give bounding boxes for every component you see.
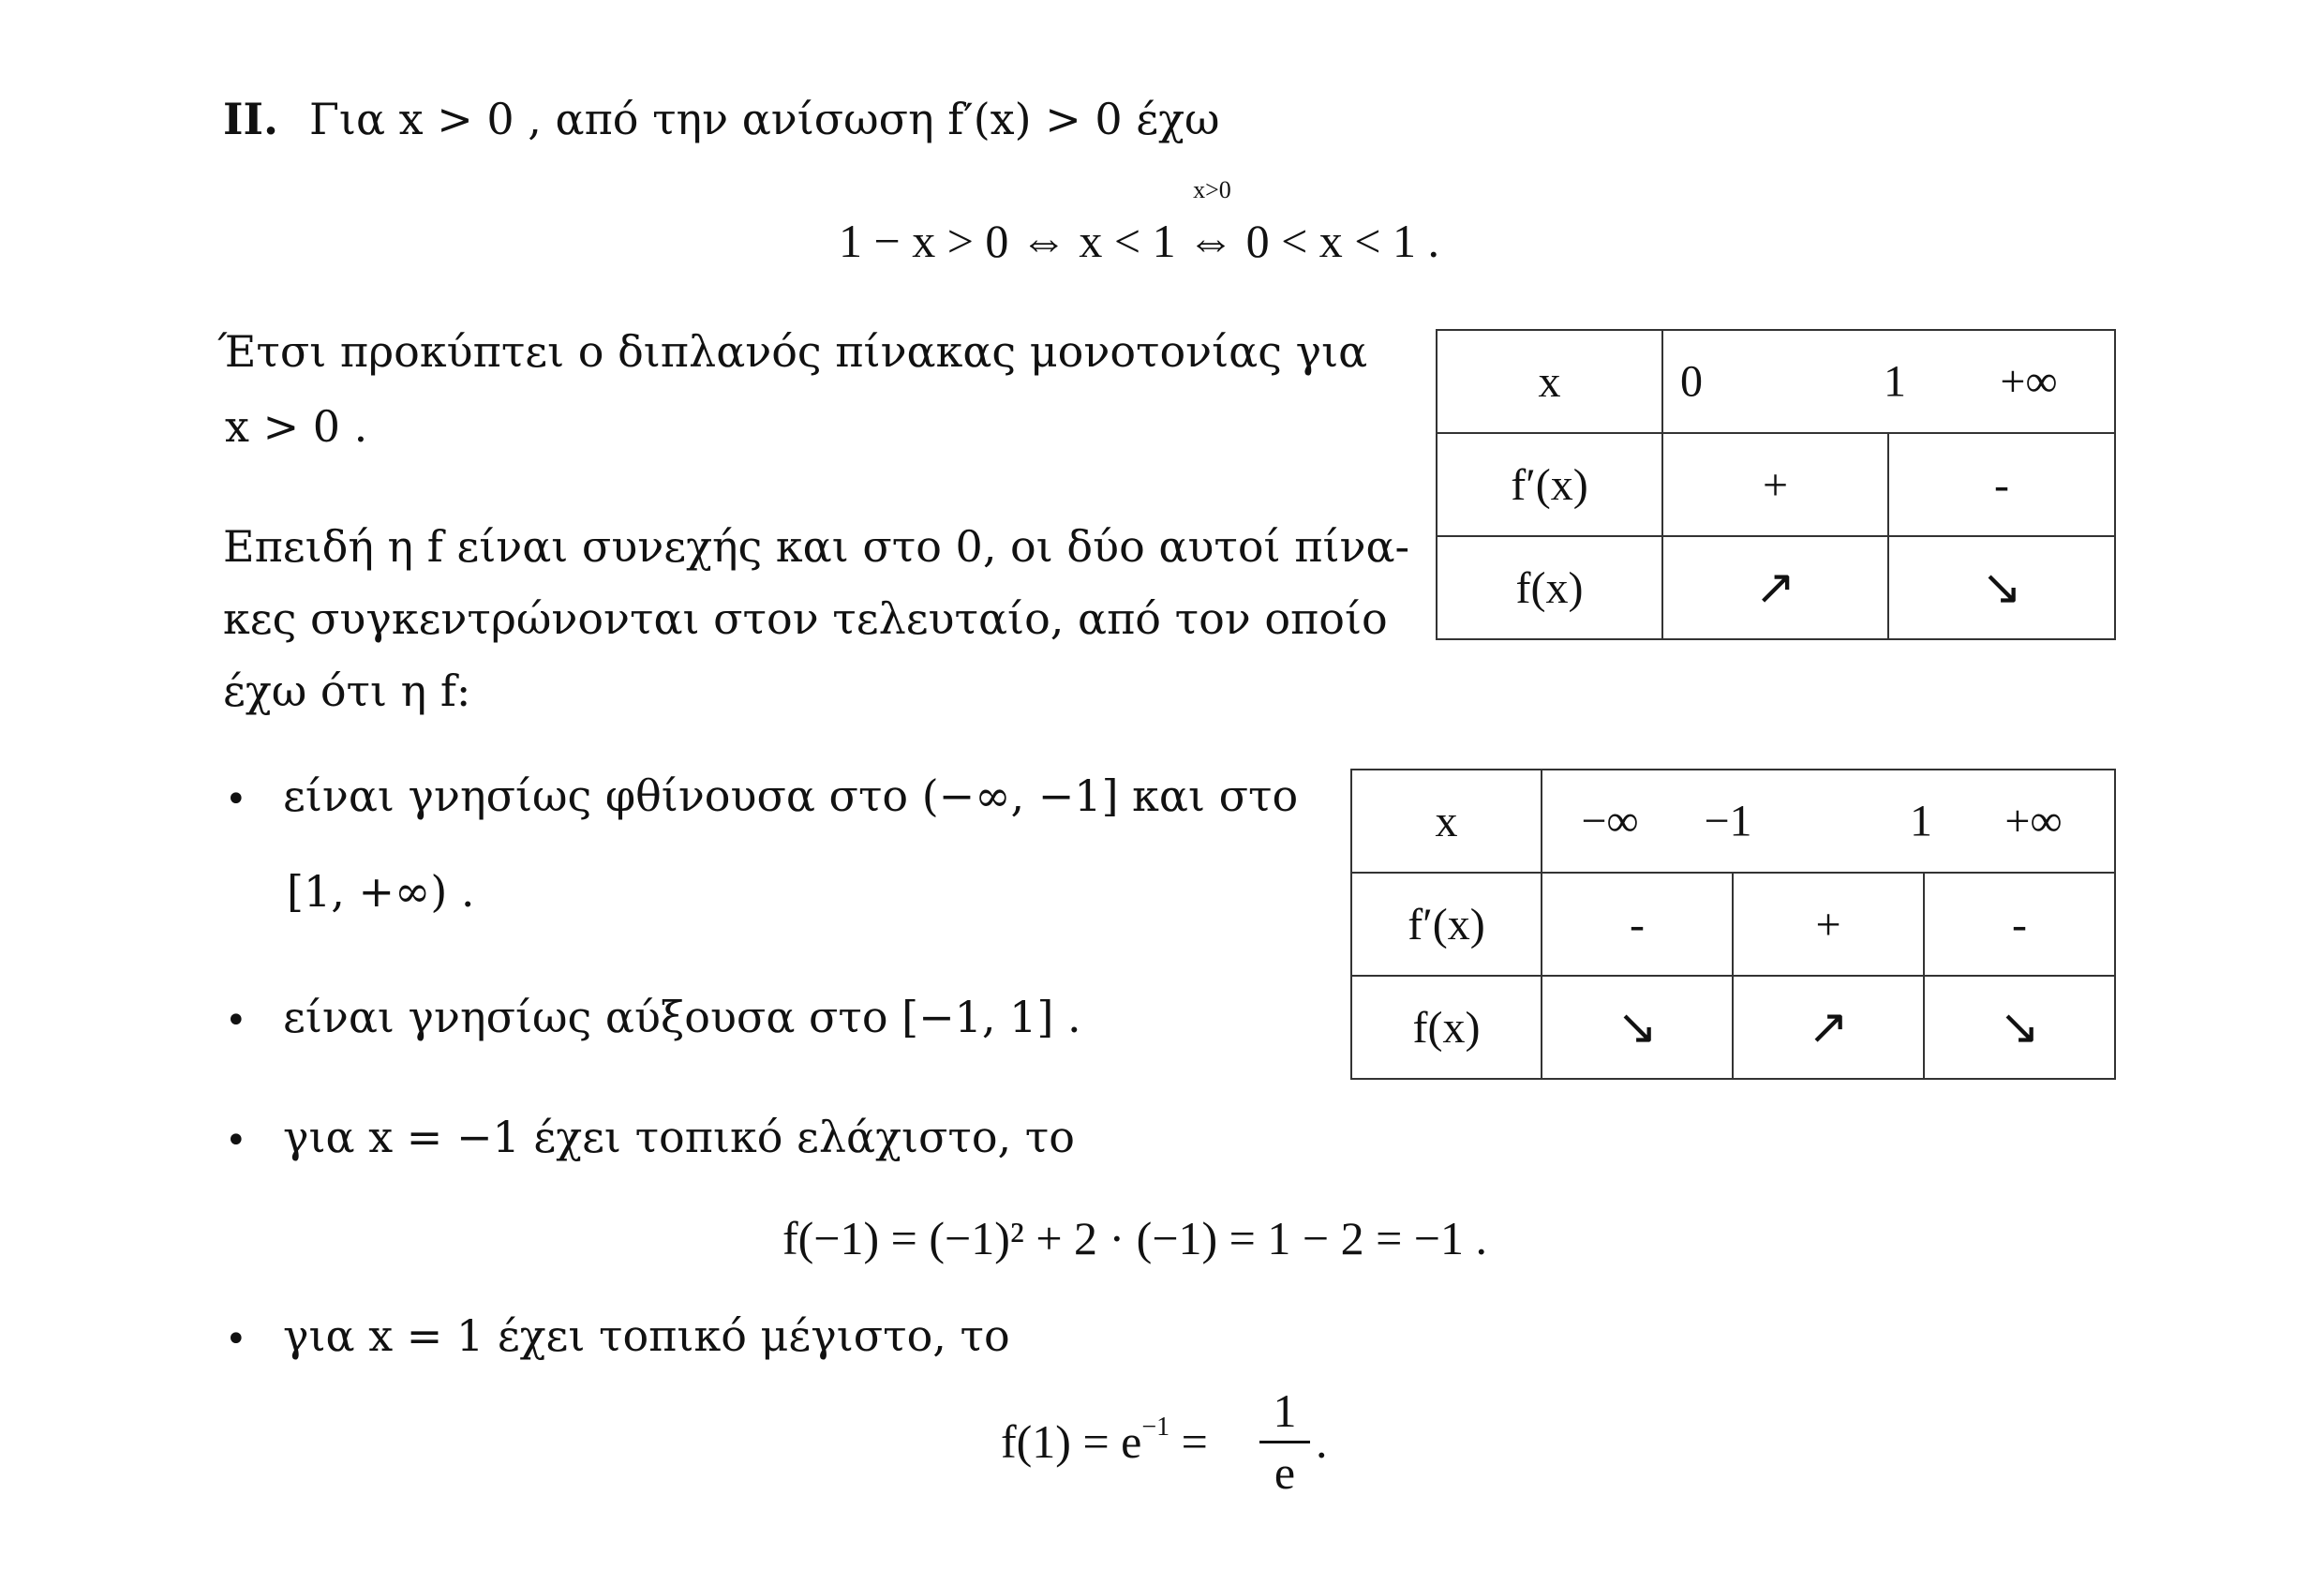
bullet-3: για x = −1 έχει τοπικό ελάχιστο, το xyxy=(283,1112,1075,1162)
equation-3-left: f(1) = e xyxy=(1001,1415,1142,1468)
table2-x-value: −1 xyxy=(1704,796,1752,846)
decreasing-arrow-icon: ↘ xyxy=(1616,1001,1658,1054)
fraction-one-over-e xyxy=(1259,1385,1310,1499)
decreasing-arrow-icon: ↘ xyxy=(1981,561,2022,615)
bullet-4: για x = 1 έχει τοπικό μέγιστο, το xyxy=(283,1310,1010,1361)
table2-label-function: f(x) xyxy=(1351,976,1542,1079)
table1-sign: + xyxy=(1662,433,1888,536)
table1-label-x: x xyxy=(1437,330,1662,433)
equation-1 xyxy=(839,176,1440,267)
table1-x-row xyxy=(1662,330,2115,433)
fraction-bar xyxy=(1259,1441,1310,1443)
equation-3-end: . xyxy=(1316,1415,1328,1468)
equation-1-arrow-group xyxy=(1187,176,1235,267)
equation-3-eq: = xyxy=(1169,1415,1208,1468)
increasing-arrow-icon: ↗ xyxy=(1754,561,1796,615)
bullet-2: είναι γνησίως αύξουσα στο [−1, 1] . xyxy=(283,992,1081,1042)
section-label: II. xyxy=(223,94,279,144)
bullet-1-line1: είναι γνησίως φθίνουσα στο (−∞, −1] και στο xyxy=(283,770,1299,821)
section-intro: Για x > 0 , από την ανίσωση f′(x) > 0 έχω xyxy=(309,94,1220,144)
para2-line2: κες συγκεντρώνονται στον τελευταίο, από τον οποίο xyxy=(223,593,1388,644)
para1-line2: x > 0 . xyxy=(225,401,368,452)
table2-x-value: +∞ xyxy=(2004,796,2063,846)
table1-x-value: +∞ xyxy=(2000,356,2058,407)
table1-label-function: f(x) xyxy=(1437,536,1662,639)
para2-line1: Επειδή η f είναι συνεχής και στο 0, οι δύο αυτοί πίνα- xyxy=(223,521,1410,572)
table2-label-x: x xyxy=(1351,770,1542,873)
bullet-1-line2: [1, +∞) . xyxy=(287,866,475,917)
table2-trend-cell xyxy=(1733,976,1924,1079)
bullet-dot: • xyxy=(225,778,247,821)
table2-sign: - xyxy=(1542,873,1733,976)
table1-label-derivative: f′(x) xyxy=(1437,433,1662,536)
para2-line3: έχω ότι η f: xyxy=(223,665,471,716)
fraction-numerator: 1 xyxy=(1273,1384,1297,1437)
table1-trend-cell xyxy=(1888,536,2115,639)
equation-2: f(−1) = (−1)² + 2 · (−1) = 1 − 2 = −1 . xyxy=(782,1212,1487,1264)
equation-3-exponent: −1 xyxy=(1141,1413,1170,1443)
table2-trend-cell xyxy=(1924,976,2115,1079)
table2-x-value: 1 xyxy=(1910,796,1932,846)
equation-1-arrow-note: x>0 xyxy=(1193,176,1231,203)
fraction-denominator: e xyxy=(1274,1446,1296,1499)
table1-x-value: 1 xyxy=(1884,356,1906,407)
table1-sign: - xyxy=(1888,433,2115,536)
table2-x-row xyxy=(1542,770,2115,873)
bullet-dot: • xyxy=(225,1119,247,1162)
decreasing-arrow-icon: ↘ xyxy=(1999,1001,2040,1054)
equation-3 xyxy=(1001,1413,1208,1468)
bullet-dot: • xyxy=(225,1318,247,1361)
monotonicity-table-1 xyxy=(1436,329,2116,640)
equation-1-right: 0 < x < 1 . xyxy=(1234,215,1440,267)
table2-trend-cell xyxy=(1542,976,1733,1079)
table1-x-value: 0 xyxy=(1680,356,1703,407)
para1-line1: Έτσι προκύπτει ο διπλανός πίνακας μονοτονίας για xyxy=(217,326,1368,377)
equation-1-arrow: ⇔ xyxy=(1187,215,1235,267)
equation-1-left: 1 − x > 0 ⇔ x < 1 xyxy=(839,215,1188,267)
monotonicity-table-2 xyxy=(1350,769,2116,1080)
table2-sign: + xyxy=(1733,873,1924,976)
table2-label-derivative: f′(x) xyxy=(1351,873,1542,976)
bullet-dot: • xyxy=(225,999,247,1042)
increasing-arrow-icon: ↗ xyxy=(1808,1001,1849,1054)
table2-x-value: −∞ xyxy=(1581,796,1639,846)
table2-sign: - xyxy=(1924,873,2115,976)
table1-trend-cell xyxy=(1662,536,1888,639)
